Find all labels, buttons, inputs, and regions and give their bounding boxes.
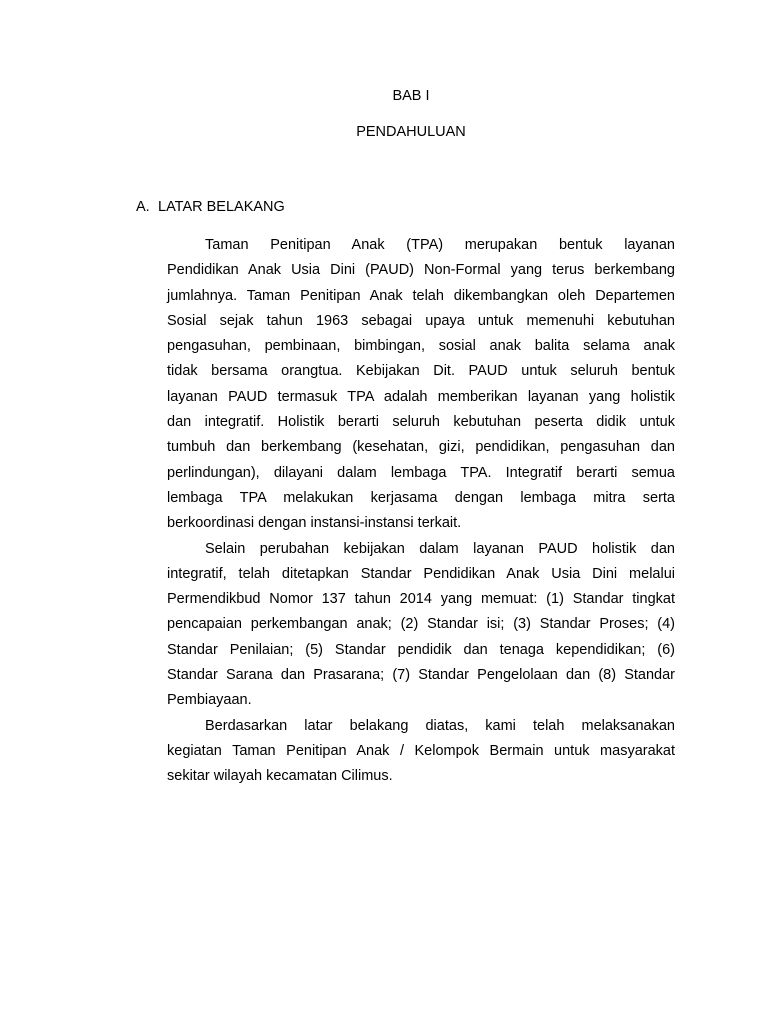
- body-text: [167, 233, 675, 790]
- text-line: Standar Sarana dan Prasarana; (7) Standar Pengelolaan dan (8) Standar: [167, 667, 675, 684]
- text-line: sekitar wilayah kecamatan Cilimus.: [167, 768, 393, 785]
- text-line: Pendidikan Anak Usia Dini (PAUD) Non-Formal yang terus berkembang: [167, 262, 675, 279]
- text-line: dan integratif. Holistik berarti seluruh kebutuhan peserta didik untuk: [167, 414, 675, 431]
- text-line: Pembiayaan.: [167, 692, 252, 709]
- text-line: Permendikbud Nomor 137 tahun 2014 yang memuat: (1) Standar tingkat: [167, 591, 675, 608]
- section-title: LATAR BELAKANG: [158, 199, 285, 215]
- text-line: Selain perubahan kebijakan dalam layanan PAUD holistik dan: [205, 540, 675, 557]
- text-line: lembaga TPA melakukan kerjasama dengan lembaga mitra serta: [167, 489, 675, 506]
- chapter-title: PENDAHULUAN: [356, 124, 466, 140]
- paragraph-activity-summary: [167, 714, 675, 790]
- text-line: Berdasarkan latar belakang diatas, kami telah melaksanakan: [205, 717, 675, 734]
- text-line: layanan PAUD termasuk TPA adalah memberikan layanan yang holistik: [167, 388, 675, 405]
- text-line: tidak bersama orangtua. Kebijakan Dit. PAUD untuk seluruh bentuk: [167, 363, 675, 380]
- text-line: Taman Penitipan Anak (TPA) merupakan bentuk layanan: [205, 237, 675, 253]
- text-line: pencapaian perkembangan anak; (2) Standar isi; (3) Standar Proses; (4): [167, 616, 675, 633]
- paragraph-paud-standards: [167, 537, 675, 714]
- section-marker: A.: [136, 199, 150, 215]
- paragraph-background-tpa: [167, 233, 675, 537]
- text-line: integratif, telah ditetapkan Standar Pendidikan Anak Usia Dini melalui: [167, 565, 675, 582]
- chapter-number: BAB I: [392, 88, 430, 104]
- text-line: jumlahnya. Taman Penitipan Anak telah dikembangkan oleh Departemen: [167, 287, 675, 304]
- section-heading: [136, 198, 285, 216]
- text-line: berkoordinasi dengan instansi-instansi terkait.: [167, 515, 462, 532]
- text-line: Sosial sejak tahun 1963 sebagai upaya untuk memenuhi kebutuhan: [167, 312, 675, 329]
- text-line: Standar Penilaian; (5) Standar pendidik dan tenaga kependidikan; (6): [167, 641, 675, 658]
- text-line: pengasuhan, pembinaan, bimbingan, sosial anak balita selama anak: [167, 338, 675, 355]
- text-line: tumbuh dan berkembang (kesehatan, gizi, pendidikan, pengasuhan dan: [167, 439, 675, 456]
- text-line: perlindungan), dilayani dalam lembaga TPA. Integratif berarti semua: [167, 464, 675, 481]
- text-line: kegiatan Taman Penitipan Anak / Kelompok Bermain untuk masyarakat: [167, 742, 675, 759]
